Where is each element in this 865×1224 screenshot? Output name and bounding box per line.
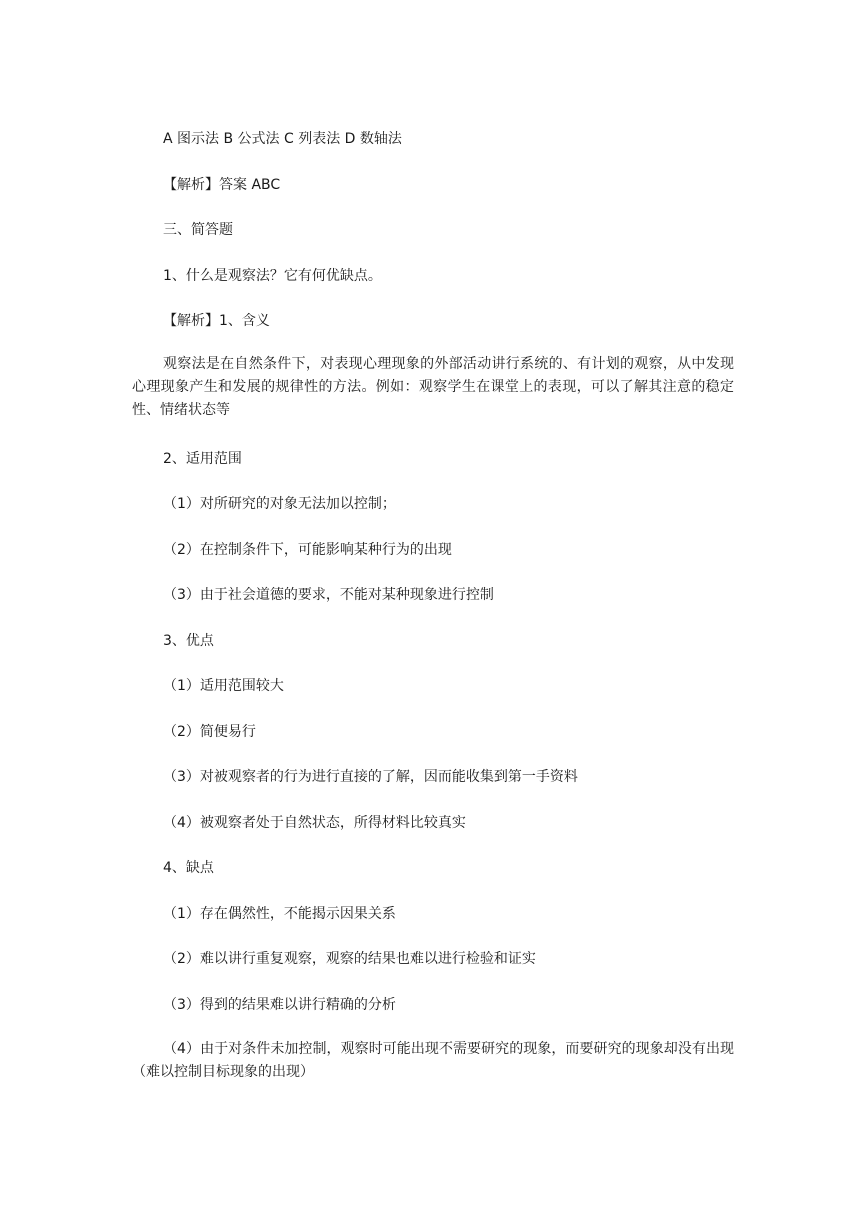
advantages-heading: 3、优点: [163, 633, 214, 649]
scope-item-3: （3）由于社会道德的要求，不能对某种现象进行控制: [163, 587, 494, 603]
analysis-answer: 【解析】答案 ABC: [163, 177, 281, 193]
disadvantage-item-4: （4）由于对条件未加控制，观察时可能出现不需要研究的现象，而要研究的现象却没有出现（难以控制目标现象的出现）: [132, 1041, 734, 1080]
disadvantage-item-2: （2）难以讲行重复观察，观察的结果也难以进行检验和证实: [163, 951, 536, 967]
definition-paragraph: 观察法是在自然条件下，对表现心理现象的外部活动讲行系统的、有计划的观察，从中发现心理现象产生和发展的规律性的方法。例如：观察学生在课堂上的表现，可以了解其注意的稳定性、情绪状态等: [132, 356, 734, 418]
section-heading: 三、简答题: [163, 222, 233, 238]
disadvantages-heading: 4、缺点: [163, 860, 214, 876]
advantage-item-1: （1）适用范围较大: [163, 678, 284, 694]
analysis-definition-heading: 【解析】1、含义: [163, 313, 270, 329]
answer-options: A 图示法 B 公式法 C 列表法 D 数轴法: [163, 131, 402, 147]
advantage-item-4: （4）被观察者处于自然状态，所得材料比较真实: [163, 815, 466, 831]
question-text: 1、什么是观察法？它有何优缺点。: [163, 268, 382, 284]
advantage-item-3: （3）对被观察者的行为进行直接的了解，因而能收集到第一手资料: [163, 769, 578, 785]
advantage-item-2: （2）简便易行: [163, 724, 256, 740]
disadvantage-item-3: （3）得到的结果难以讲行精确的分析: [163, 997, 396, 1013]
scope-item-1: （1）对所研究的对象无法加以控制；: [163, 496, 396, 512]
scope-heading: 2、适用范围: [163, 451, 242, 467]
scope-item-2: （2）在控制条件下，可能影响某种行为的出现: [163, 542, 452, 558]
disadvantage-item-1: （1）存在偶然性，不能揭示因果关系: [163, 906, 396, 922]
